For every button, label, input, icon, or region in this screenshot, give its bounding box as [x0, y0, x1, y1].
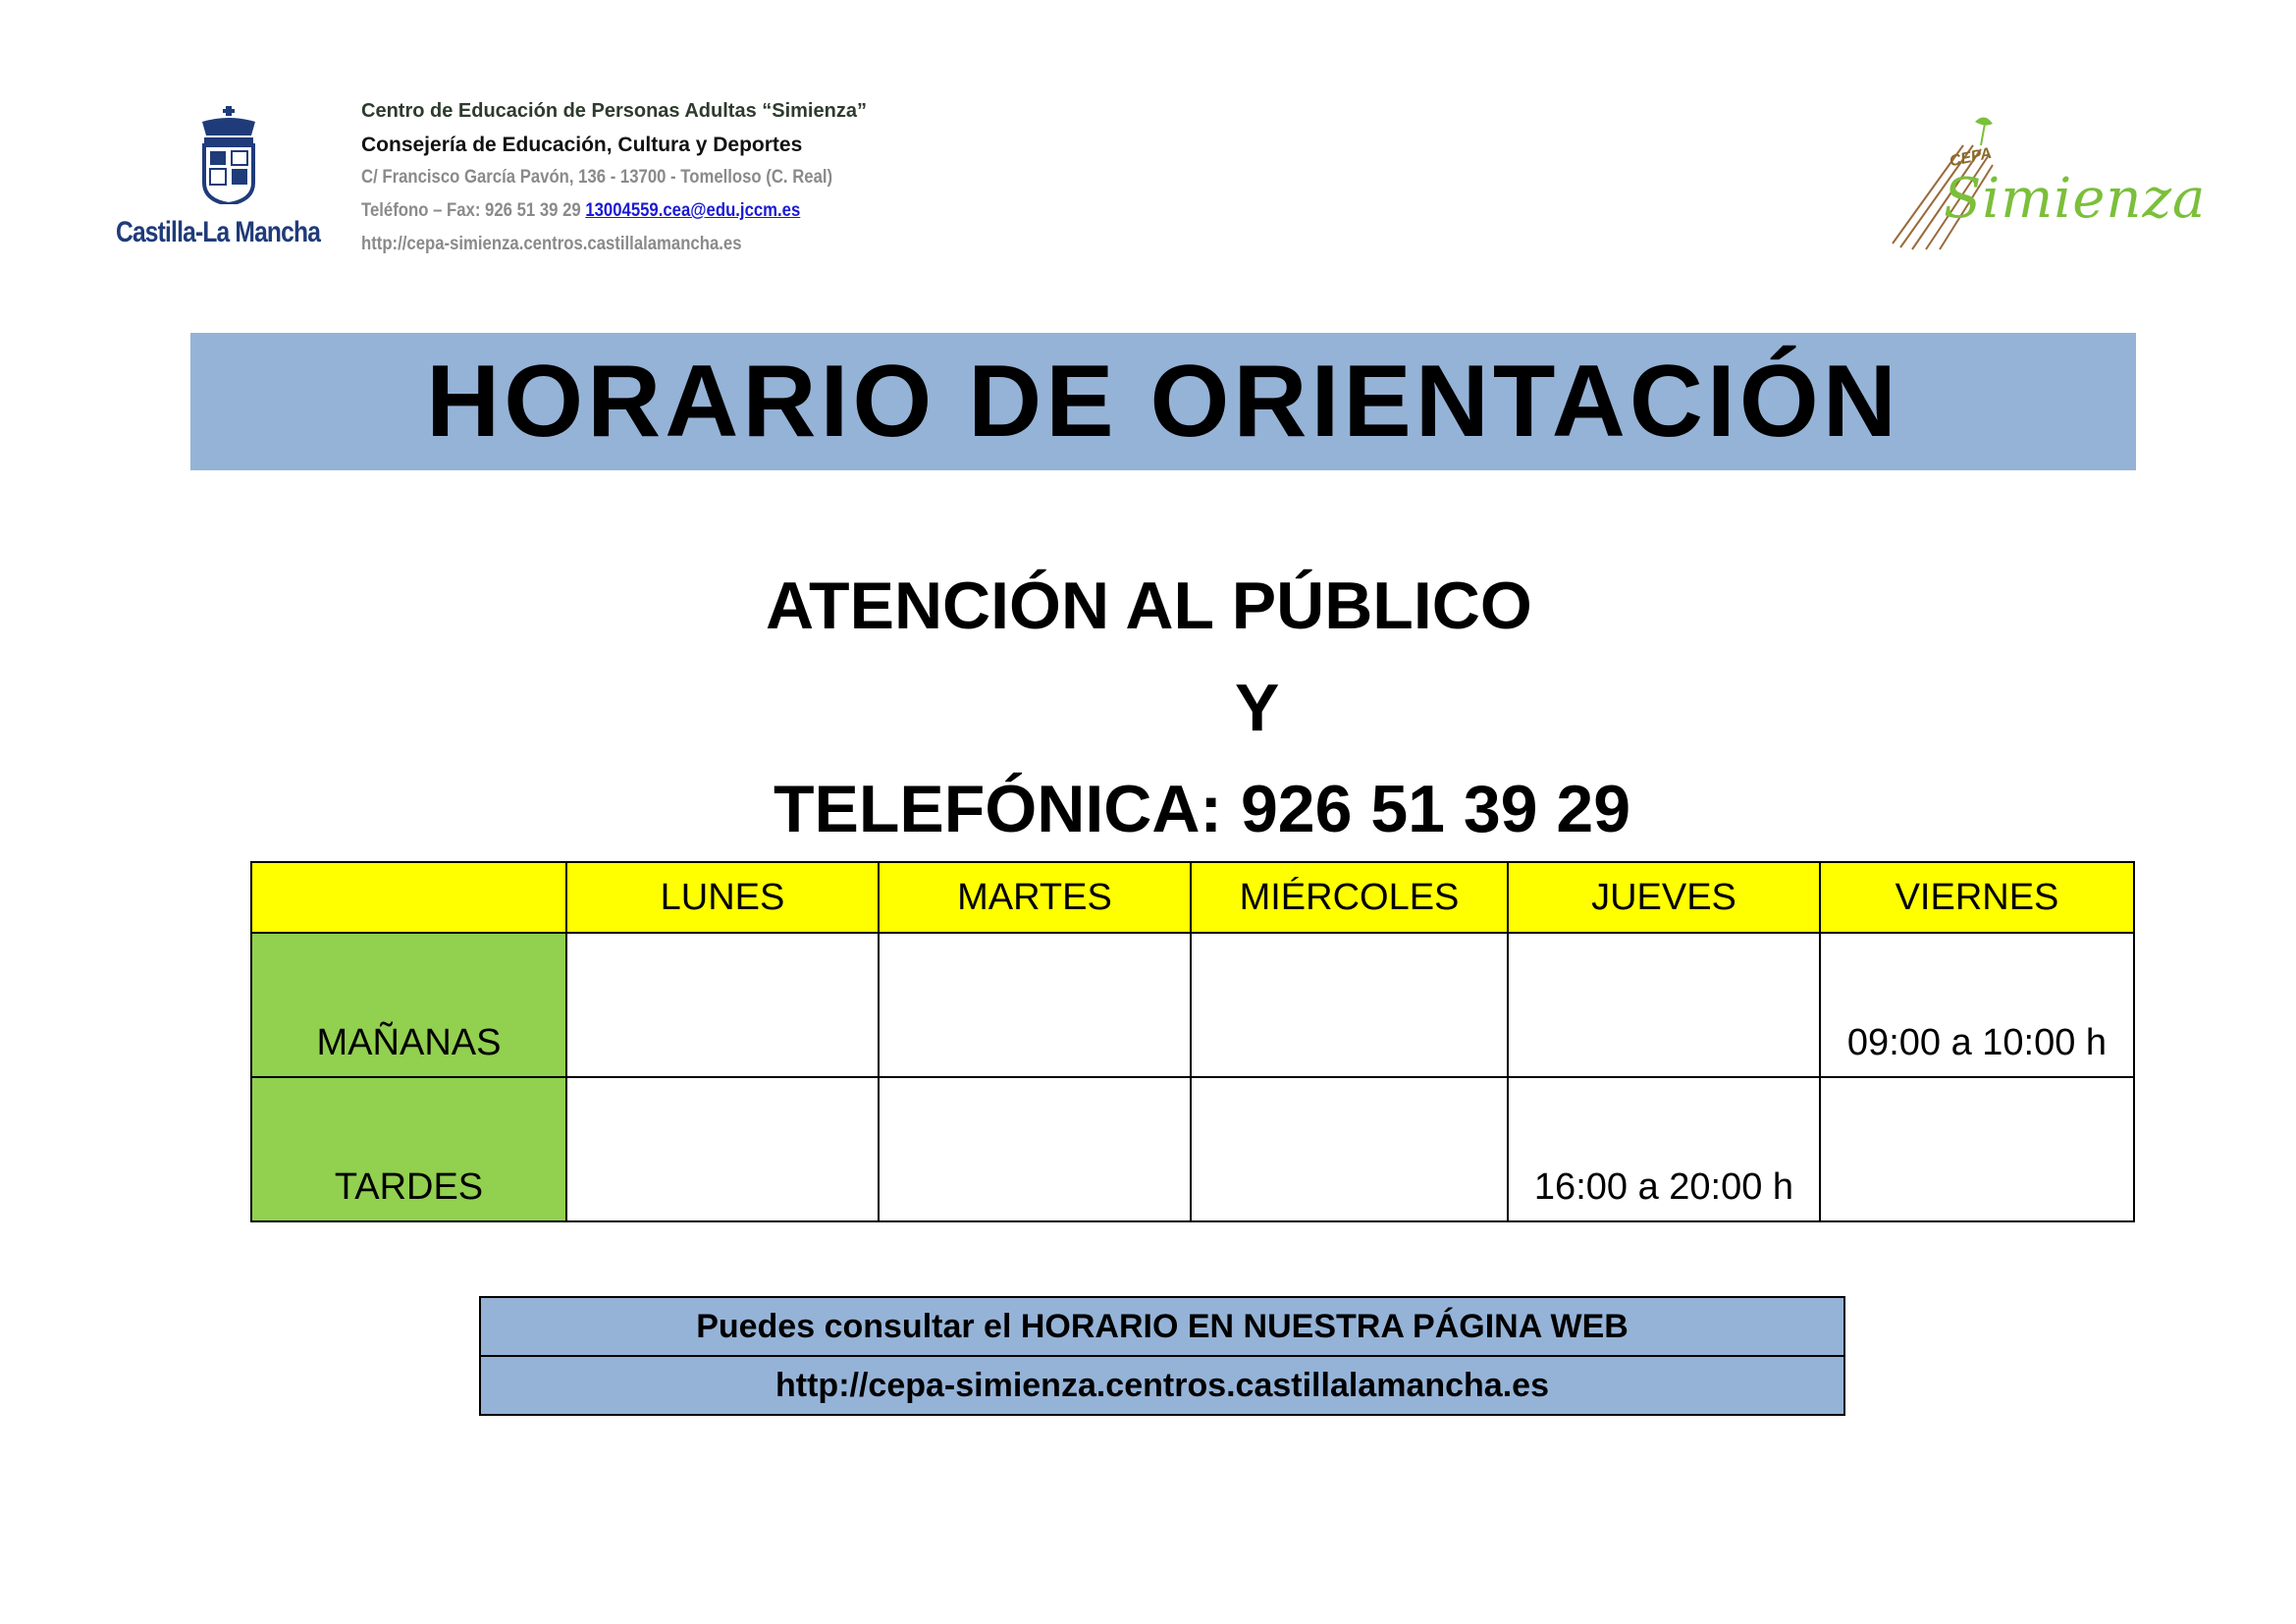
table-row	[251, 1077, 2134, 1221]
schedule-cell	[879, 933, 1191, 1077]
page-title: HORARIO DE ORIENTACIÓN	[426, 345, 1900, 459]
website-text: http://cepa-simienza.centros.castillalamancha.es	[361, 234, 742, 254]
schedule-cell	[1191, 933, 1508, 1077]
schedule-cell	[566, 933, 879, 1077]
schedule-cell	[1191, 1077, 1508, 1221]
phone-email-line	[361, 200, 832, 234]
consejeria-name: Consejería de Educación, Cultura y Deportes	[361, 134, 803, 156]
cepa-text: CEPA	[1948, 144, 1994, 171]
row-label: TARDES	[251, 1077, 566, 1221]
simienza-logo	[1883, 106, 2207, 253]
header-contact-block	[361, 100, 897, 267]
castilla-la-mancha-logo	[116, 106, 342, 253]
schedule-table	[250, 861, 2135, 1222]
table-row	[251, 933, 2134, 1077]
schedule-cell	[879, 1077, 1191, 1221]
day-header: MARTES	[879, 862, 1191, 933]
table-header-row	[251, 862, 2134, 933]
row-label: MAÑANAS	[251, 933, 566, 1077]
info-line: Puedes consultar el HORARIO EN NUESTRA PÁGINA WEB	[480, 1297, 1844, 1356]
email-link[interactable]: 13004559.cea@edu.jccm.es	[585, 200, 801, 221]
day-header: LUNES	[566, 862, 879, 933]
subtitle-phone: TELEFÓNICA: 926 51 39 29	[774, 772, 1631, 846]
info-url[interactable]: http://cepa-simienza.centros.castillalamancha.es	[480, 1356, 1844, 1415]
center-name: Centro de Educación de Personas Adultas “Simienza”	[361, 100, 867, 122]
simienza-text: Simienza	[1944, 167, 2207, 231]
schedule-cell: 09:00 a 10:00 h	[1820, 933, 2134, 1077]
address: C/ Francisco García Pavón, 136 - 13700 - Tomelloso (C. Real)	[361, 167, 833, 188]
schedule-cell	[1820, 1077, 2134, 1221]
title-banner	[190, 333, 2136, 470]
website-info-box	[479, 1296, 1845, 1416]
day-header: VIERNES	[1820, 862, 2134, 933]
subtitle-public: ATENCIÓN AL PÚBLICO	[766, 568, 1532, 643]
phone-fax: Teléfono – Fax: 926 51 39 29	[361, 200, 581, 221]
crown-shield-icon	[196, 106, 261, 204]
header-empty-cell	[251, 862, 566, 933]
schedule-cell	[566, 1077, 879, 1221]
day-header: MIÉRCOLES	[1191, 862, 1508, 933]
logo-text: Castilla-La Mancha	[116, 216, 321, 248]
schedule-cell	[1508, 933, 1820, 1077]
day-header: JUEVES	[1508, 862, 1820, 933]
schedule-cell: 16:00 a 20:00 h	[1508, 1077, 1820, 1221]
subtitle-and: Y	[1235, 671, 1280, 745]
